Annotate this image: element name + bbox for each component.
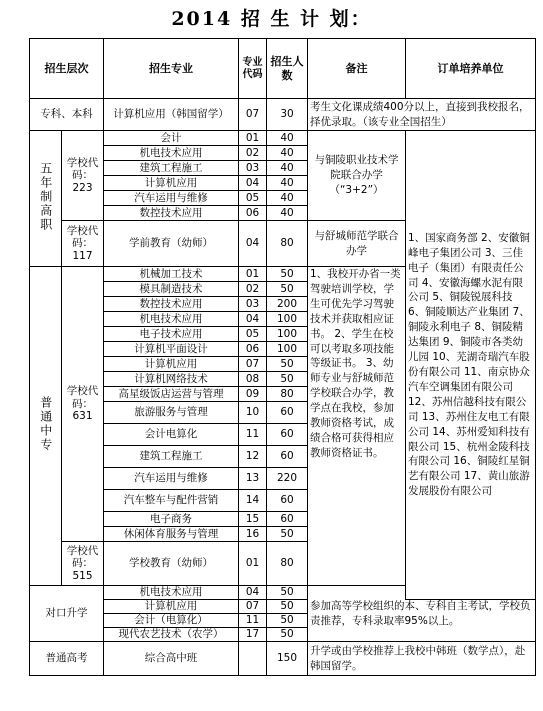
- count-cell: 50: [267, 267, 308, 282]
- code-cell: 15: [239, 512, 267, 527]
- count-cell: 100: [267, 342, 308, 357]
- code-cell: 09: [239, 387, 267, 402]
- code-cell: 07: [239, 99, 267, 131]
- order-units-cell: 1、国家商务部 2、安徽铜峰电子集团公司 3、三佳电子（集团）有限责任公司 4、安徽海螺水泥有限公司 5、铜陵锐展科技 6、铜陵顺达产业集团 7、铜陵永利电子 8、铜陵精达集团 9、铜陵市各类幼儿园 10、芜湖奇瑞汽车股份有限公司 11、南京协众汽车空调集团有限公司 12、苏州信越科技有限公司 13、苏州住友电工有限公司 14、苏州爱知科技有限公司 15、杭州金陵科技有限公司 16、铜陵红星铜艺有限公司 17、黄山旅游发展股份有限公司: [406, 131, 536, 600]
- major-cell: 计算机应用（韩国留学）: [104, 99, 239, 131]
- table-row: [30, 586, 536, 600]
- header-major: 招生专业: [104, 39, 239, 99]
- note-cell: 参加高等学校组织的本、专科自主考试，学校负责推荐，专科录取率95%以上。: [308, 586, 536, 642]
- major-cell: 电子技术应用: [104, 327, 239, 342]
- major-cell: 高星级饭店运营与管理: [104, 387, 239, 402]
- major-cell: 建筑工程施工: [104, 446, 239, 468]
- code-cell: 01: [239, 267, 267, 282]
- count-cell: 60: [267, 446, 308, 468]
- major-cell: 会计: [104, 131, 239, 146]
- code-cell: 11: [239, 614, 267, 628]
- level-cell: 普通高考: [30, 642, 104, 676]
- major-cell: 机电技术应用: [104, 146, 239, 161]
- code-cell: 16: [239, 527, 267, 542]
- code-cell: 02: [239, 146, 267, 161]
- school-code-cell: 学校代码：117: [62, 221, 104, 267]
- code-cell: 10: [239, 402, 267, 424]
- major-cell: 综合高中班: [104, 642, 239, 676]
- major-cell: 计算机应用: [104, 600, 239, 614]
- note-cell: 与舒城师范学联合办学: [308, 221, 406, 267]
- count-cell: 40: [267, 146, 308, 161]
- count-cell: 40: [267, 206, 308, 221]
- major-cell: 计算机应用: [104, 176, 239, 191]
- major-cell: 旅游服务与管理: [104, 402, 239, 424]
- count-cell: 80: [267, 221, 308, 267]
- code-cell: 05: [239, 191, 267, 206]
- count-cell: 40: [267, 191, 308, 206]
- major-cell: 会计（电算化）: [104, 614, 239, 628]
- note-cell: 1、我校开办省一类驾驶培训学校，学生可优先学习驾驶技术并获取相应证书。 2、学生在校可以考取多项技能等级证书。 3、幼师专业与舒城师范学校联合办学，教学点在我校，参加教师资格考试，成绩合格可获得相应教师资格证书。: [308, 267, 406, 586]
- count-cell: 40: [267, 161, 308, 176]
- code-cell: 03: [239, 161, 267, 176]
- major-cell: 汽车运用与维修: [104, 468, 239, 490]
- level-cell: 五年制高职: [30, 131, 62, 267]
- major-cell: 数控技术应用: [104, 297, 239, 312]
- code-cell: 01: [239, 542, 267, 586]
- major-cell: 机电技术应用: [104, 312, 239, 327]
- count-cell: 50: [267, 357, 308, 372]
- count-cell: 30: [267, 99, 308, 131]
- major-cell: 休闲体育服务与管理: [104, 527, 239, 542]
- code-cell: [239, 642, 267, 676]
- count-cell: 220: [267, 468, 308, 490]
- count-cell: 100: [267, 327, 308, 342]
- code-cell: 04: [239, 176, 267, 191]
- count-cell: 100: [267, 312, 308, 327]
- code-cell: 05: [239, 327, 267, 342]
- major-cell: 学前教育（幼师）: [104, 221, 239, 267]
- code-cell: 07: [239, 357, 267, 372]
- header-level: 招生层次: [30, 39, 104, 99]
- code-cell: 08: [239, 372, 267, 387]
- code-cell: 03: [239, 297, 267, 312]
- header-note: 备注: [308, 39, 406, 99]
- level-cell: 普通中专: [30, 267, 62, 586]
- code-cell: 17: [239, 628, 267, 642]
- header-code: 专业代码: [239, 39, 267, 99]
- major-cell: 数控技术应用: [104, 206, 239, 221]
- major-cell: 计算机平面设计: [104, 342, 239, 357]
- note-cell: 升学或由学校推荐上我校中韩班（数学点），赴韩国留学。: [308, 642, 536, 676]
- code-cell: 14: [239, 490, 267, 512]
- major-cell: 机电技术应用: [104, 586, 239, 600]
- table-row: [30, 131, 536, 146]
- table-row: [30, 642, 536, 676]
- code-cell: 02: [239, 282, 267, 297]
- enrollment-plan-table: [29, 38, 536, 676]
- code-cell: 11: [239, 424, 267, 446]
- count-cell: 50: [267, 628, 308, 642]
- major-cell: 电子商务: [104, 512, 239, 527]
- count-cell: 80: [267, 542, 308, 586]
- level-cell: 对口升学: [30, 586, 104, 642]
- school-code-cell: 学校代码：515: [62, 542, 104, 586]
- table-header-row: [30, 39, 536, 99]
- code-cell: 04: [239, 586, 267, 600]
- count-cell: 60: [267, 512, 308, 527]
- count-cell: 40: [267, 131, 308, 146]
- major-cell: 现代农艺技术（农学）: [104, 628, 239, 642]
- code-cell: 06: [239, 206, 267, 221]
- header-units: 订单培养单位: [406, 39, 536, 99]
- note-cell: 与铜陵职业技术学院联合办学（“3+2”）: [308, 131, 406, 221]
- code-cell: 12: [239, 446, 267, 468]
- code-cell: 04: [239, 312, 267, 327]
- school-code-cell: 学校代码：223: [62, 131, 104, 221]
- note-cell: 考生文化课成绩400分以上，直接到我校报名，择优录取。（该专业全国招生）: [308, 99, 536, 131]
- code-cell: 13: [239, 468, 267, 490]
- count-cell: 50: [267, 600, 308, 614]
- count-cell: 50: [267, 527, 308, 542]
- count-cell: 60: [267, 424, 308, 446]
- count-cell: 50: [267, 282, 308, 297]
- school-code-cell: 学校代码：631: [62, 267, 104, 542]
- major-cell: 计算机应用: [104, 357, 239, 372]
- major-cell: 会计电算化: [104, 424, 239, 446]
- major-cell: 汽车整车与配件营销: [104, 490, 239, 512]
- count-cell: 50: [267, 372, 308, 387]
- count-cell: 200: [267, 297, 308, 312]
- count-cell: 80: [267, 387, 308, 402]
- major-cell: 模具制造技术: [104, 282, 239, 297]
- count-cell: 50: [267, 586, 308, 600]
- header-count: 招生人数: [267, 39, 308, 99]
- page-title: 2014 招 生 计 划：: [171, 8, 372, 30]
- level-cell: 专科、本科: [30, 99, 104, 131]
- count-cell: 60: [267, 402, 308, 424]
- major-cell: 机械加工技术: [104, 267, 239, 282]
- code-cell: 06: [239, 342, 267, 357]
- count-cell: 40: [267, 176, 308, 191]
- code-cell: 01: [239, 131, 267, 146]
- count-cell: 50: [267, 614, 308, 628]
- table-row: [30, 99, 536, 131]
- count-cell: 60: [267, 490, 308, 512]
- major-cell: 学校教育（幼师）: [104, 542, 239, 586]
- code-cell: 07: [239, 600, 267, 614]
- major-cell: 建筑工程施工: [104, 161, 239, 176]
- major-cell: 计算机网络技术: [104, 372, 239, 387]
- major-cell: 汽车运用与维修: [104, 191, 239, 206]
- count-cell: 150: [267, 642, 308, 676]
- code-cell: 04: [239, 221, 267, 267]
